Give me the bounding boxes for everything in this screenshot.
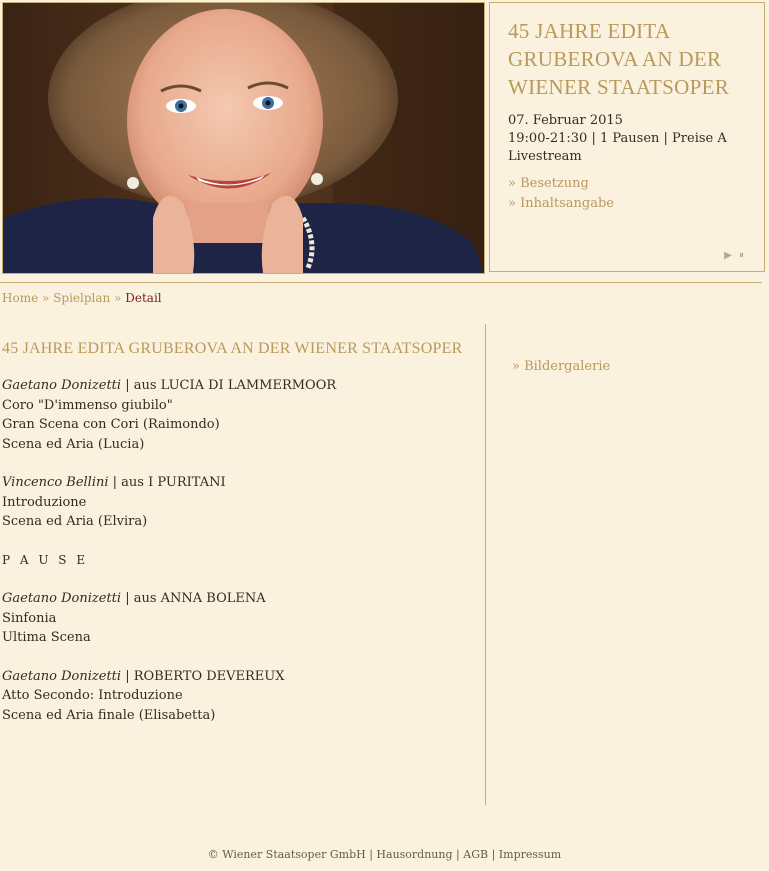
footer-hausordnung[interactable]: Hausordnung [376, 848, 453, 861]
work-title: | aus I PURITANI [108, 475, 226, 490]
composer-name: Gaetano Donizetti [2, 591, 122, 606]
program-item: Scena ed Aria (Lucia) [2, 436, 145, 452]
program-block [2, 473, 472, 532]
program-item: Scena ed Aria finale (Elisabetta) [2, 707, 216, 723]
work-title: | aus LUCIA DI LAMMERMOOR [121, 378, 337, 393]
composer-name: Gaetano Donizetti [2, 378, 122, 393]
program-block [2, 376, 472, 454]
footer [0, 848, 769, 861]
program-item: Coro "D'immenso giubilo" [2, 397, 173, 413]
breadcrumb-current: Detail [125, 291, 162, 305]
program-content [2, 338, 472, 744]
work-title: | aus ANNA BOLENA [121, 591, 266, 606]
column-divider [485, 324, 486, 805]
footer-copyright: © Wiener Staatsoper GmbH [207, 848, 366, 861]
event-info-box [489, 2, 765, 272]
header-divider [0, 282, 762, 283]
link-besetzung[interactable]: » Besetzung [508, 176, 589, 191]
program-item: Introduzione [2, 494, 87, 510]
footer-agb[interactable]: AGB [463, 848, 489, 861]
event-time-info: 19:00-21:30 | 1 Pausen | Preise A [508, 131, 727, 146]
footer-separator: | [369, 848, 373, 861]
breadcrumb-separator: » [114, 291, 122, 305]
composer-name: Gaetano Donizetti [2, 668, 122, 684]
breadcrumb-separator: » [42, 291, 50, 305]
program-item: Scena ed Aria (Elvira) [2, 514, 148, 529]
breadcrumb [2, 290, 162, 306]
program-title: 45 JAHRE EDITA GRUBEROVA AN DER WIENER STAATSOPER [2, 340, 463, 357]
event-title: 45 JAHRE EDITA GRUBEROVA AN DER WIENER STAATSOPER [508, 19, 730, 99]
footer-impressum[interactable]: Impressum [498, 848, 562, 861]
program-item: Gran Scena con Cori (Raimondo) [2, 417, 220, 432]
pause-label: P A U S E [2, 552, 89, 567]
program-item: Atto Secondo: Introduzione [2, 688, 183, 703]
work-title: | ROBERTO DEVEREUX [121, 668, 285, 684]
composer-name: Vincenco Bellini [2, 475, 109, 490]
program-item: Ultima Scena [2, 630, 91, 645]
slideshow-controls[interactable]: ▶ ⏸ [724, 250, 746, 261]
program-item: Sinfonia [2, 610, 57, 626]
footer-separator: | [491, 848, 496, 861]
singer-portrait [3, 3, 484, 273]
breadcrumb-spielplan[interactable]: Spielplan [53, 291, 111, 305]
hero-image [2, 2, 485, 274]
footer-separator: | [456, 848, 460, 861]
event-date: 07. Februar 2015 [508, 113, 623, 128]
program-block [2, 667, 472, 726]
event-stream: Livestream [508, 149, 582, 164]
breadcrumb-home[interactable]: Home [2, 291, 39, 305]
program-block [2, 589, 472, 648]
link-inhaltsangabe[interactable]: » Inhaltsangabe [508, 196, 614, 211]
link-bildergalerie[interactable]: » Bildergalerie [512, 359, 611, 374]
